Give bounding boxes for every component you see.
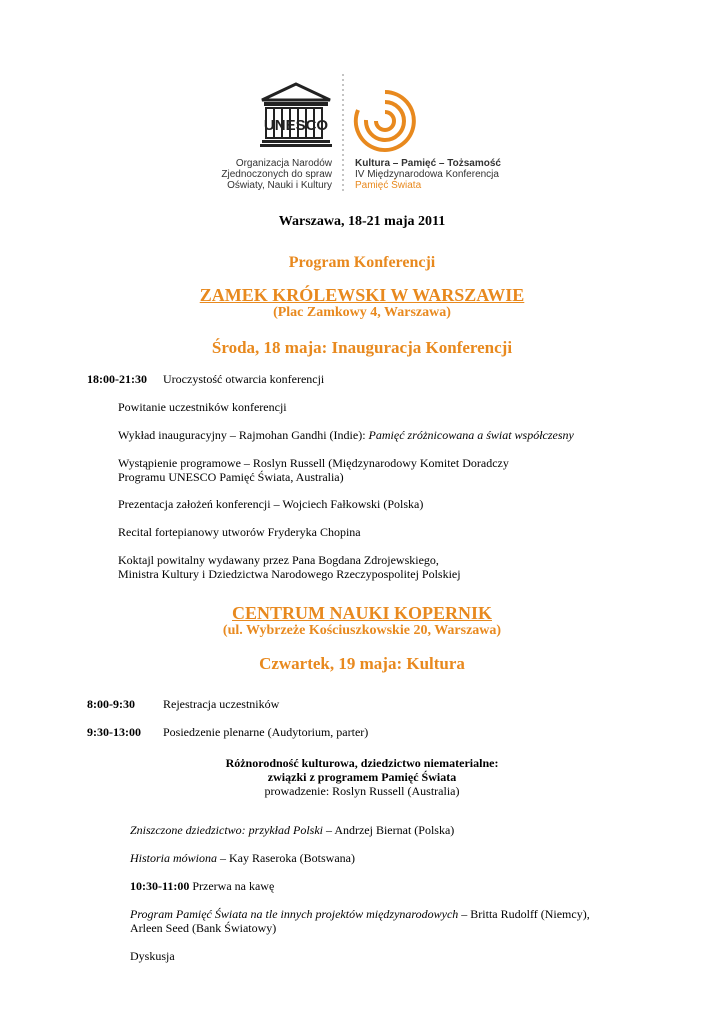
- talk-item-cont: Arleen Seed (Bank Światowy): [130, 921, 277, 935]
- day2-title: Czwartek, 19 maja: Kultura: [259, 654, 465, 673]
- day1-title: Środa, 18 maja: Inauguracja Konferencji: [211, 338, 513, 357]
- venue-title-2: CENTRUM NAUKI KOPERNIK: [231, 603, 492, 623]
- session-title: Różnorodność kulturowa, dziedzictwo niematerialne:: [225, 756, 499, 770]
- agenda-item: Prezentacja założeń konferencji – Wojciech Fałkowski (Polska): [118, 497, 424, 511]
- unesco-wordmark: UNESCO: [263, 117, 329, 134]
- agenda-item: Recital fortepianowy utworów Fryderyka Chopina: [118, 525, 361, 539]
- discussion-item: Dyskusja: [130, 949, 175, 963]
- agenda-item-cont: Ministra Kultury i Dziedzictwa Narodowego Rzeczypospolitej Polskiej: [118, 567, 461, 581]
- schedule-label: Posiedzenie plenarne (Audytorium, parter): [163, 725, 369, 739]
- venue-title-1: ZAMEK KRÓLEWSKI W WARSZAWIE: [199, 285, 525, 305]
- session-title-cont: związki z programem Pamięć Świata: [267, 770, 457, 784]
- session-chair: prowadzenie: Roslyn Russell (Australia): [264, 784, 460, 798]
- talk-item: Zniszczone dziedzictwo: przykład Polski – Andrzej Biernat (Polska): [130, 823, 455, 837]
- day1-time: 18:00-21:30: [87, 372, 147, 386]
- unesco-logo: [258, 82, 334, 148]
- talk-item: Historia mówiona – Kay Raseroka (Botswana): [130, 851, 355, 865]
- agenda-item: Powitanie uczestników konferencji: [118, 400, 287, 414]
- unesco-org-name: Organizacja Narodów Zjednoczonych do spraw Oświaty, Nauki i Kultury: [221, 158, 332, 191]
- schedule-time: 8:00-9:30: [87, 697, 135, 711]
- schedule-time: 9:30-13:00: [87, 725, 141, 739]
- venue-address-2: (ul. Wybrzeże Kościuszkowskie 20, Warszawa): [222, 623, 502, 638]
- agenda-item: Wystąpienie programowe – Roslyn Russell (Międzynarodowy Komitet Doradczy: [118, 456, 509, 470]
- day1-first-item: Uroczystość otwarcia konferencji: [163, 372, 325, 386]
- agenda-item-cont: Programu UNESCO Pamięć Świata, Australia): [118, 470, 344, 484]
- header-divider: [342, 74, 344, 194]
- schedule-label: Rejestracja uczestników: [163, 697, 280, 711]
- break-item: 10:30-11:00 Przerwa na kawę: [130, 879, 275, 893]
- venue-address-1: (Plac Zamkowy 4, Warszawa): [273, 305, 451, 320]
- agenda-item: Koktajl powitalny wydawany przez Pana Bogdana Zdrojewskiego,: [118, 553, 439, 567]
- conference-logo: [352, 88, 418, 154]
- conference-title: Kultura – Pamięć – Tożsamość: [355, 158, 501, 169]
- conference-subtitle: IV Międzynarodowa Konferencja: [355, 169, 499, 180]
- date-line: Warszawa, 18-21 maja 2011: [278, 214, 446, 229]
- program-title: Program Konferencji: [288, 254, 436, 271]
- conference-program: Pamięć Świata: [355, 180, 422, 191]
- agenda-item: Wykład inauguracyjny – Rajmohan Gandhi (Indie): Pamięć zróżnicowana a świat współczesny: [118, 428, 574, 442]
- talk-item: Program Pamięć Świata na tle innych projektów międzynarodowych – Britta Rudolff (Niemcy),: [130, 907, 590, 921]
